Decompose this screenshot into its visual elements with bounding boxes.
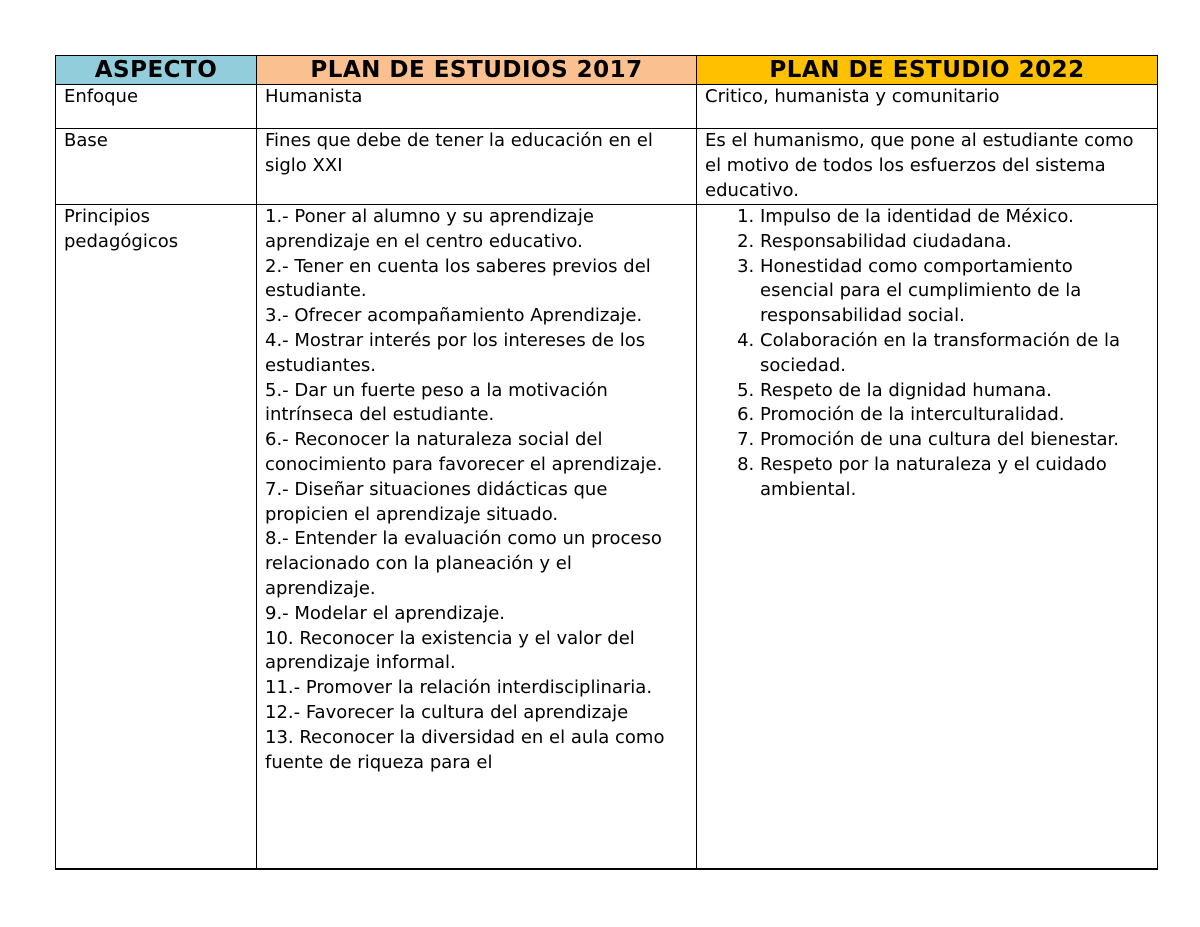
principio-2017-item: 4.- Mostrar interés por los intereses de los estudiantes.: [265, 329, 646, 376]
principio-2017-item: 2.- Tener en cuenta los saberes previos del estudiante.: [265, 255, 651, 302]
principios-2017: [257, 205, 697, 869]
principios-2022-list: [705, 205, 1149, 503]
principio-2017-item: 1.- Poner al alumno y su aprendizaje aprendizaje en el centro educativo.: [265, 206, 594, 252]
header-aspecto: ASPECTO: [56, 56, 257, 85]
principio-2017-item: 10. Reconocer la existencia y el valor del aprendizaje informal.: [265, 627, 635, 674]
base-label: Base: [56, 129, 257, 205]
enfoque-label: Enfoque: [56, 85, 257, 129]
principio-2017-item: 7.- Diseñar situaciones didácticas que propicien el aprendizaje situado.: [265, 478, 608, 525]
principio-2022-item: 2. Responsabilidad ciudadana.: [760, 230, 1149, 255]
row-base: [56, 129, 1158, 205]
principio-2022-item: 8. Respeto por la naturaleza y el cuidado ambiental.: [760, 453, 1149, 503]
principios-2022: [697, 205, 1158, 869]
row-principios: [56, 205, 1158, 869]
principio-2017-item: 12.- Favorecer la cultura del aprendizaje: [265, 701, 629, 723]
enfoque-2022: Critico, humanista y comunitario: [697, 85, 1158, 129]
header-plan-2017: PLAN DE ESTUDIOS 2017: [257, 56, 697, 85]
principio-2022-item: 6. Promoción de la interculturalidad.: [760, 403, 1149, 428]
principio-2022-item: 1. Impulso de la identidad de México.: [760, 205, 1149, 230]
enfoque-2017: Humanista: [257, 85, 697, 129]
principio-2022-item: 7. Promoción de una cultura del bienestar.: [760, 428, 1149, 453]
principio-2017-item: 3.- Ofrecer acompañamiento Aprendizaje.: [265, 305, 643, 327]
principio-2022-item: 4. Colaboración en la transformación de la sociedad.: [760, 329, 1149, 379]
principio-2017-item: 5.- Dar un fuerte peso a la motivación intrínseca del estudiante.: [265, 379, 608, 426]
principio-2017-item: 8.- Entender la evaluación como un proceso relacionado con la planeación y el aprendizaje.: [265, 528, 662, 599]
base-2017: Fines que debe de tener la educación en el siglo XXI: [257, 129, 697, 205]
base-2022: Es el humanismo, que pone al estudiante como el motivo de todos los esfuerzos del sistema educativo.: [697, 129, 1158, 205]
principio-2017-item: 11.- Promover la relación interdisciplinaria.: [265, 677, 653, 699]
principio-2017-item: 13. Reconocer la diversidad en el aula como fuente de riqueza para el: [265, 726, 665, 773]
row-enfoque: [56, 85, 1158, 129]
header-row: [56, 56, 1158, 85]
principios-label: Principios pedagógicos: [56, 205, 257, 869]
principio-2017-item: 6.- Reconocer la naturaleza social del conocimiento para favorecer el aprendizaje.: [265, 429, 663, 475]
principio-2017-item: 9.- Modelar el aprendizaje.: [265, 602, 506, 624]
comparison-table: [55, 55, 1158, 870]
header-plan-2022: PLAN DE ESTUDIO 2022: [697, 56, 1158, 85]
principio-2022-item: 3. Honestidad como comportamiento esencial para el cumplimiento de la responsabilidad social.: [760, 255, 1149, 329]
principio-2022-item: 5. Respeto de la dignidad humana.: [760, 379, 1149, 404]
